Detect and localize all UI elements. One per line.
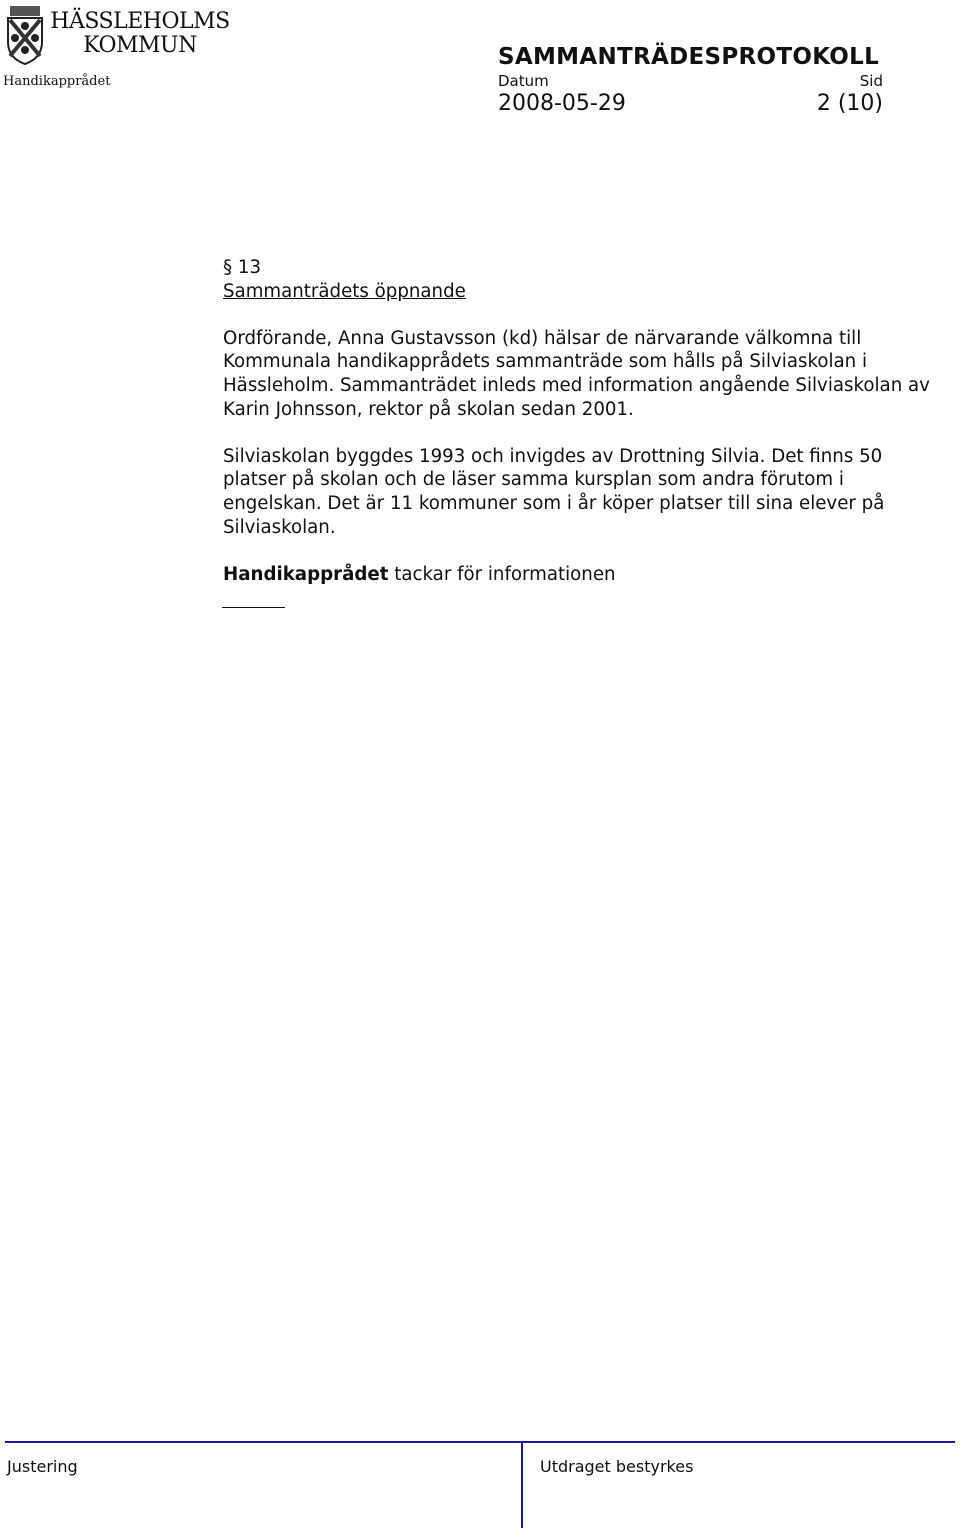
decision-text: tackar för informationen [388, 563, 616, 585]
decision [223, 563, 943, 587]
page-label: Sid [859, 72, 883, 90]
logo-name-line1: HÄSSLEHOLMS [50, 9, 230, 34]
paragraph: Silviaskolan byggdes 1993 och invigdes av Drottning Silvia. Det finns 50 platser på skolan och de läser samma kursplan som andra förutom i engelskan. Det är 11 kommuner som i år köper platser till sina elever på Silviaskolan. [223, 445, 885, 538]
page-value: 2 (10) [816, 91, 883, 116]
paragraph: Ordförande, Anna Gustavsson (kd) hälsar de närvarande välkomna till Kommunala handikapprådets sammanträde som hålls på Silviaskolan i Hässleholm. Sammanträdet inleds med information angående Silviaskolan av Karin Johnsson, rektor på skolan sedan 2001. [223, 327, 930, 420]
coat-of-arms-icon [4, 4, 46, 66]
section [223, 256, 943, 586]
section-number: § 13 [223, 257, 262, 278]
logo-name-line2: KOMMUN [83, 33, 197, 58]
date-label: Datum [498, 72, 549, 90]
document-title: SAMMANTRÄDESPROTOKOLL [498, 44, 880, 70]
decision-subject: Handikapprådet [223, 563, 389, 585]
section-end-divider [222, 607, 285, 608]
footer-justering: Justering [7, 1457, 78, 1476]
footer-utdraget: Utdraget bestyrkes [540, 1457, 694, 1476]
footer-divider [5, 1441, 955, 1443]
date-value: 2008-05-29 [498, 91, 626, 116]
logo-department: Handikapprådet [3, 74, 111, 89]
section-heading: Sammanträdets öppnande [223, 280, 466, 302]
municipality-logo [2, 2, 228, 94]
footer-column-divider [521, 1442, 523, 1528]
